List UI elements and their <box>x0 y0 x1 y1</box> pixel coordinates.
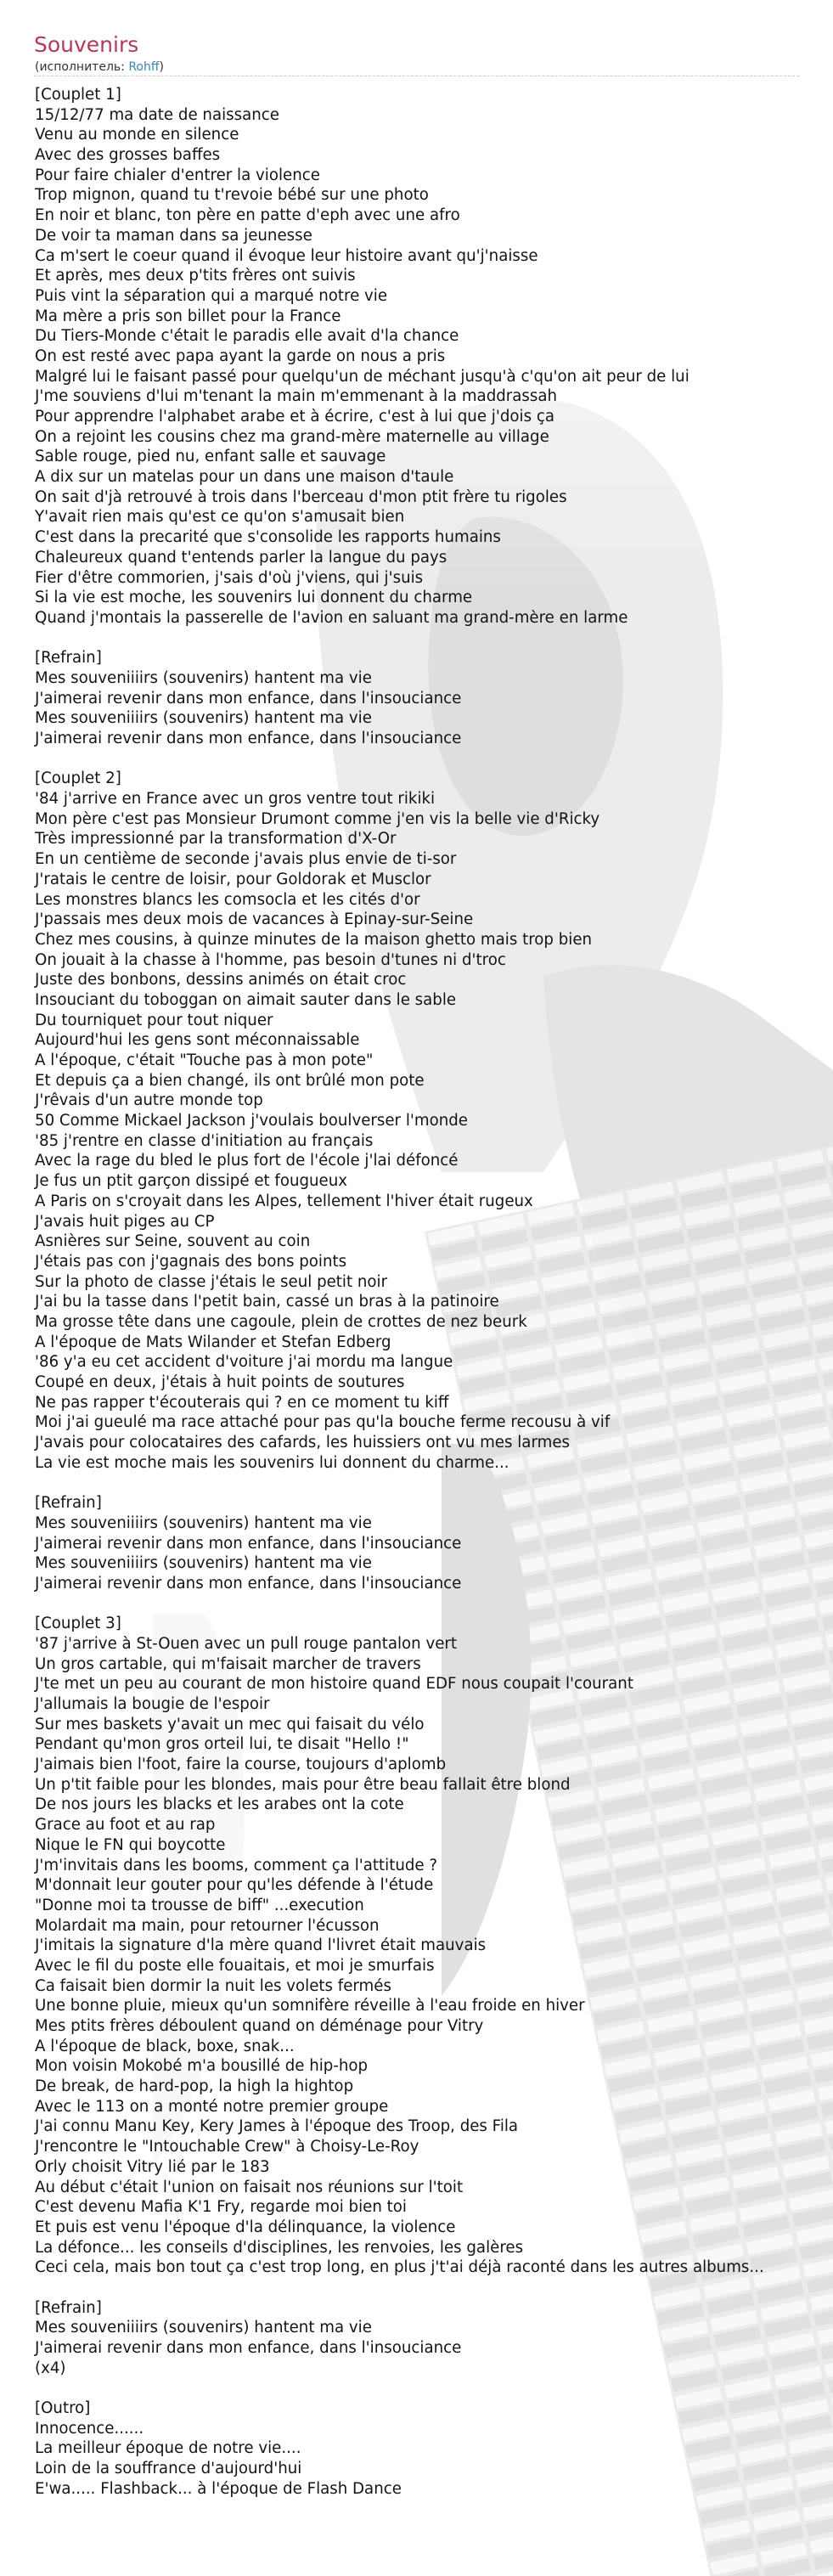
lyric-line: Une bonne pluie, mieux qu'un somnifère réveille à l'eau froide en hiver <box>35 1997 585 2015</box>
lyric-line: Malgré lui le faisant passé pour quelqu'un de méchant jusqu'à c'qu'on ait peur de lui <box>35 367 689 386</box>
lyric-line: J'ratais le centre de loisir, pour Goldorak et Musclor <box>35 870 431 888</box>
lyric-line: J'étais pas con j'gagnais des bons points <box>35 1252 347 1271</box>
lyric-line: J'avais pour colocataires des cafards, les huissiers ont vu mes larmes <box>35 1434 570 1452</box>
lyric-line: Les monstres blancs les comsocla et les cités d'or <box>35 890 420 909</box>
lyric-line: Mes souveniiiirs (souvenirs) hantent ma vie <box>35 1513 372 1532</box>
section-heading: [Couplet 3] <box>35 1615 121 1633</box>
lyric-line: Chaleureux quand t'entends parler la langue du pays <box>35 548 447 566</box>
lyric-line: A dix sur un matelas pour un dans une maison d'taule <box>35 468 454 487</box>
lyric-line: Coupé en deux, j'étais à huit points de soutures <box>35 1373 405 1391</box>
lyric-line: Juste des bonbons, dessins animés on était croc <box>35 971 407 989</box>
lyric-line: Et après, mes deux p'tits frères ont suivis <box>35 267 356 285</box>
lyric-line: Sur mes baskets y'avait un mec qui faisait du vélo <box>35 1715 425 1733</box>
lyric-line: Loin de la souffrance d'aujourd'hui <box>35 2460 302 2478</box>
lyric-line: J'me souviens d'lui m'tenant la main m'emmenant à la maddrassah <box>35 387 558 406</box>
lyric-line: J'passais mes deux mois de vacances à Epinay-sur-Seine <box>35 910 474 929</box>
lyric-line: De break, de hard-pop, la high la hightop <box>35 2077 354 2096</box>
lyric-line: Asnières sur Seine, souvent au coin <box>35 1232 311 1251</box>
lyric-line: Molardait ma main, pour retourner l'écusson <box>35 1916 380 1935</box>
lyric-line: La vie est moche mais les souvenirs lui donnent du charme... <box>35 1453 509 1472</box>
lyric-line: '84 j'arrive en France avec un gros ventre tout rikiki <box>35 790 436 809</box>
lyric-line: J'allumais la bougie de l'espoir <box>35 1695 270 1713</box>
lyric-line: J'ai bu la tasse dans l'petit bain, cassé un bras à la patinoire <box>35 1293 499 1311</box>
lyric-line: J'ai connu Manu Key, Kery James à l'époque des Troop, des Fila <box>35 2117 519 2136</box>
blank-line <box>35 1594 833 1615</box>
lyric-line: Ma mère a pris son billet pour la France <box>35 307 341 325</box>
lyric-line: On a rejoint les cousins chez ma grand-mère maternelle au village <box>35 427 549 446</box>
lyric-line: Y'avait rien mais qu'est ce qu'on s'amusait bien <box>35 508 405 527</box>
lyric-line: A l'époque, c'était "Touche pas à mon pote" <box>35 1051 374 1069</box>
lyric-line: Un gros cartable, qui m'faisait marcher de travers <box>35 1654 421 1673</box>
section-heading: [Refrain] <box>35 649 102 668</box>
lyric-line: J'aimerai revenir dans mon enfance, dans l'insouciance <box>35 1574 462 1592</box>
lyric-line: Ca faisait bien dormir la nuit les volets fermés <box>35 1976 391 1995</box>
lyric-line: J'avais huit piges au CP <box>35 1212 215 1231</box>
lyric-line: 50 Comme Mickael Jackson j'voulais boulverser l'monde <box>35 1112 468 1130</box>
blank-line <box>35 1473 833 1493</box>
lyric-line: Très impressionné par la transformation d'X-Or <box>35 830 397 848</box>
section-heading: [Refrain] <box>35 1494 102 1513</box>
lyric-line: Je fus un ptit garçon dissipé et fougueux <box>35 1172 348 1191</box>
section-heading: [Couplet 1] <box>35 86 121 104</box>
lyric-line: Mon voisin Mokobé m'a bousillé de hip-hop <box>35 2057 369 2076</box>
lyric-line: Mes ptits frères déboulent quand on déménage pour Vitry <box>35 2017 484 2035</box>
lyric-line: La meilleur époque de notre vie.... <box>35 2439 301 2458</box>
lyric-line: En noir et blanc, ton père en patte d'eph avec une afro <box>35 206 460 225</box>
lyric-line: Ceci cela, mais bon tout ça c'est trop long, en plus j't'ai déjà raconté dans les autres albums... <box>35 2258 764 2277</box>
lyric-line: Ca m'sert le coeur quand il évoque leur histoire avant qu'j'naisse <box>35 246 538 265</box>
lyric-line: Insouciant du toboggan on aimait sauter dans le sable <box>35 990 457 1009</box>
lyric-line: Pour apprendre l'alphabet arabe et à écrire, c'est à lui que j'dois ça <box>35 408 554 426</box>
lyric-line: Nique le FN qui boycotte <box>35 1835 226 1854</box>
lyric-line: Mes souveniiiirs (souvenirs) hantent ma vie <box>35 668 372 687</box>
lyric-line: Mes souveniiiirs (souvenirs) hantent ma vie <box>35 709 372 728</box>
lyric-line: 15/12/77 ma date de naissance <box>35 105 279 124</box>
lyric-line: J'rêvais d'un autre monde top <box>35 1091 263 1110</box>
lyric-line: A l'époque de black, boxe, snak... <box>35 2037 295 2055</box>
lyric-line: "Donne moi ta trousse de biff" ...execution <box>35 1896 364 1914</box>
lyric-line: '85 j'rentre en classe d'initiation au français <box>35 1131 374 1150</box>
blank-line <box>35 2378 833 2398</box>
lyric-line: '86 y'a eu cet accident d'voiture j'ai mordu ma langue <box>35 1353 453 1372</box>
lyric-line: J'aimerai revenir dans mon enfance, dans l'insouciance <box>35 1534 462 1553</box>
lyric-line: (x4) <box>35 2359 66 2377</box>
lyric-line: On sait d'jà retrouvé à trois dans l'berceau d'mon ptit frère tu rigoles <box>35 488 567 506</box>
artist-line <box>35 59 164 75</box>
lyric-line: J'aimerai revenir dans mon enfance, dans l'insouciance <box>35 2339 462 2357</box>
lyric-line: M'donnait leur gouter pour qu'les défende à l'étude <box>35 1876 434 1895</box>
lyric-line: J'm'invitais dans les booms, comment ça l'attitude ? <box>35 1856 438 1874</box>
lyric-line: Avec des grosses baffes <box>35 146 221 165</box>
lyric-line: Puis vint la séparation qui a marqué notre vie <box>35 286 388 305</box>
lyric-line: A l'époque de Mats Wilander et Stefan Edberg <box>35 1333 391 1351</box>
blank-line <box>35 628 833 649</box>
lyric-line: Venu au monde en silence <box>35 126 239 144</box>
lyric-line: Ne pas rapper t'écouterais qui ? en ce moment tu kiff <box>35 1393 449 1412</box>
lyric-line: Avec le fil du poste elle fouaitais, et moi je smurfais <box>35 1956 435 1975</box>
blank-line <box>35 749 833 769</box>
lyric-line: J'aimerai revenir dans mon enfance, dans l'insouciance <box>35 689 462 707</box>
lyric-line: Avec la rage du bled le plus fort de l'école j'lai défoncé <box>35 1152 459 1170</box>
lyric-line: J'imitais la signature d'la mère quand l'livret était mauvais <box>35 1936 487 1955</box>
lyric-line: Ma grosse tête dans une cagoule, plein de crottes de nez beurk <box>35 1312 527 1331</box>
lyric-line: C'est devenu Mafia K'1 Fry, regarde moi bien toi <box>35 2198 407 2217</box>
lyric-line: Du Tiers-Monde c'était le paradis elle avait d'la chance <box>35 327 459 346</box>
artist-prefix: (исполнитель: <box>35 60 129 74</box>
lyric-line: Et puis est venu l'époque d'la délinquance, la violence <box>35 2218 456 2236</box>
blank-line <box>35 2278 833 2298</box>
lyric-line: Au début c'était l'union on faisait nos réunions sur l'toit <box>35 2178 464 2196</box>
lyric-line: Mon père c'est pas Monsieur Drumont comme j'en vis la belle vie d'Ricky <box>35 809 600 828</box>
lyric-line: A Paris on s'croyait dans les Alpes, tellement l'hiver était rugeux <box>35 1192 533 1210</box>
lyric-line: '87 j'arrive à St-Ouen avec un pull rouge pantalon vert <box>35 1634 458 1653</box>
lyrics-body <box>35 85 833 2500</box>
lyric-line: Sable rouge, pied nu, enfant salle et sauvage <box>35 448 386 466</box>
lyric-line: J'te met un peu au courant de mon histoire quand EDF nous coupait l'courant <box>35 1675 633 1694</box>
lyric-line: Mes souveniiiirs (souvenirs) hantent ma vie <box>35 1554 372 1573</box>
lyric-line: Avec le 113 on a monté notre premier groupe <box>35 2097 389 2116</box>
lyric-line: De nos jours les blacks et les arabes ont la cote <box>35 1795 404 1814</box>
artist-suffix: ) <box>159 60 164 74</box>
lyric-line: Orly choisit Vitry lié par le 183 <box>35 2157 270 2176</box>
lyric-line: E'wa..... Flashback... à l'époque de Flash Dance <box>35 2479 402 2498</box>
lyric-line: Chez mes cousins, à quinze minutes de la maison ghetto mais trop bien <box>35 930 593 949</box>
lyric-line: J'aimerai revenir dans mon enfance, dans l'insouciance <box>35 730 462 747</box>
lyric-line: J'aimais bien l'foot, faire la course, toujours d'aplomb <box>35 1756 447 1774</box>
lyric-line: On est resté avec papa ayant la garde on nous a pris <box>35 347 446 365</box>
lyric-line: Moi j'ai gueulé ma race attaché pour pas qu'la bouche ferme recousu à vif <box>35 1413 611 1432</box>
section-heading: [Couplet 2] <box>35 769 121 788</box>
lyric-line: De voir ta maman dans sa jeunesse <box>35 226 312 245</box>
section-heading: [Refrain] <box>35 2298 102 2317</box>
lyric-line: La défonce... les conseils d'disciplines, les renvoies, les galères <box>35 2238 524 2257</box>
lyric-line: Trop mignon, quand tu t'revoie bébé sur une photo <box>35 186 429 205</box>
lyric-line: Mes souveniiiirs (souvenirs) hantent ma vie <box>35 2319 372 2337</box>
lyric-line: Si la vie est moche, les souvenirs lui donnent du charme <box>35 589 473 607</box>
section-heading: [Outro] <box>35 2399 91 2418</box>
song-title: Souvenirs <box>34 32 139 57</box>
lyric-line: Pendant qu'mon gros orteil lui, te disait "Hello !" <box>35 1735 409 1754</box>
lyric-line: Du tourniquet pour tout niquer <box>35 1011 273 1029</box>
lyric-line: J'rencontre le "Intouchable Crew" à Choisy-Le-Roy <box>35 2138 419 2156</box>
lyric-line: Pour faire chialer d'entrer la violence <box>35 166 320 184</box>
lyric-line: Innocence...... <box>35 2419 144 2438</box>
artist-link[interactable]: Rohff <box>128 60 160 74</box>
lyric-line: Aujourd'hui les gens sont méconnaissable <box>35 1031 360 1050</box>
lyric-line: C'est dans la precarité que s'consolide les rapports humains <box>35 528 501 547</box>
lyric-line: Et depuis ça a bien changé, ils ont brûlé mon pote <box>35 1071 425 1090</box>
lyric-line: Sur la photo de classe j'étais le seul petit noir <box>35 1272 388 1291</box>
lyric-line: Un p'tit faible pour les blondes, mais pour être beau fallait être blond <box>35 1775 571 1794</box>
lyric-line: On jouait à la chasse à l'homme, pas besoin d'tunes ni d'troc <box>35 950 506 969</box>
lyric-line: Grace au foot et au rap <box>35 1816 216 1835</box>
lyric-line: En un centième de seconde j'avais plus envie de ti-sor <box>35 850 457 869</box>
lyric-line: Quand j'montais la passerelle de l'avion en saluant ma grand-mère en larme <box>35 608 628 627</box>
lyric-line: Fier d'être commorien, j'sais d'où j'viens, qui j'suis <box>35 568 424 587</box>
